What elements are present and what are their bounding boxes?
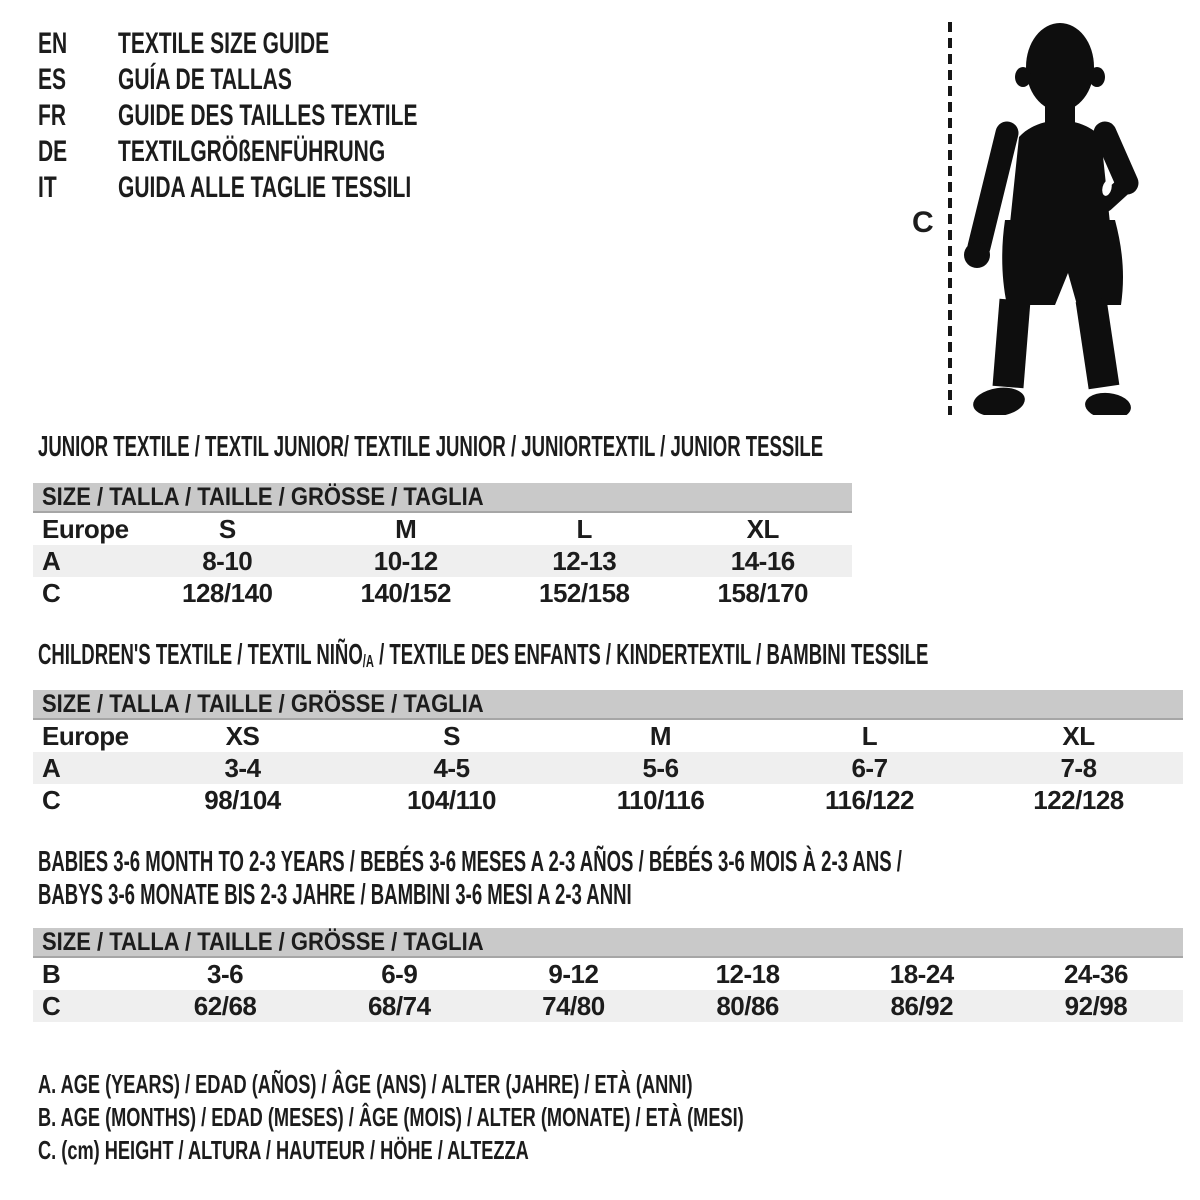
table-row-height — [33, 577, 852, 609]
table-cell: 6-9 — [381, 958, 418, 989]
children-section-title — [38, 640, 1200, 676]
table-cell: M — [395, 513, 417, 544]
table-cell: 4-5 — [433, 752, 470, 783]
table-row-age — [33, 545, 852, 577]
table-cell: 10-12 — [373, 545, 438, 576]
guide-title: GUIDE DES TAILLES TEXTILE — [118, 99, 418, 132]
table-row-height — [33, 784, 1183, 816]
legend-height-cm-text: C. (cm) HEIGHT / ALTURA / HAUTEUR / HÖHE / ALTEZZA — [38, 1135, 529, 1165]
table-cell: 140/152 — [360, 577, 451, 608]
children-section-title-text — [38, 640, 928, 676]
row-label: B — [42, 958, 61, 989]
junior-section-title-text: JUNIOR TEXTILE / TEXTIL JUNIOR/ TEXTILE JUNIOR / JUNIORTEXTIL / JUNIOR TESSILE — [38, 431, 824, 463]
babies-size-table — [33, 928, 1183, 1022]
babies-section-title-line2 — [38, 880, 966, 910]
language-row — [38, 170, 546, 206]
legend-age-years — [38, 1069, 973, 1099]
table-cell: 116/122 — [824, 784, 915, 815]
legend-height-cm — [38, 1135, 739, 1165]
table-cell: XS — [225, 720, 260, 751]
size-header-text: SIZE / TALLA / TAILLE / GRÖSSE / TAGLIA — [42, 689, 484, 718]
table-cell: 12-18 — [715, 958, 780, 989]
row-label: A — [42, 545, 61, 576]
table-cell: 62/68 — [193, 990, 257, 1021]
table-cell: 14-16 — [730, 545, 795, 576]
table-cell: 18-24 — [889, 958, 954, 989]
guide-title: TEXTILGRÖßENFÜHRUNG — [118, 135, 386, 168]
height-measure-dashed-line — [948, 22, 952, 415]
size-header-text: SIZE / TALLA / TAILLE / GRÖSSE / TAGLIA — [42, 927, 484, 956]
language-code: ES — [38, 63, 67, 96]
language-row — [38, 62, 546, 98]
language-code: EN — [38, 27, 68, 60]
legend-age-years-text: A. AGE (YEARS) / EDAD (AÑOS) / ÂGE (ANS) / ALTER (JAHRE) / ETÀ (ANNI) — [38, 1069, 693, 1099]
row-label: Europe — [42, 720, 129, 751]
table-cell: 5-6 — [642, 752, 679, 783]
table-cell: 98/104 — [204, 784, 281, 815]
table-cell: 3-6 — [207, 958, 244, 989]
table-cell: 12-13 — [552, 545, 617, 576]
row-label: Europe — [42, 513, 129, 544]
size-header-bar — [33, 928, 1183, 958]
table-row-age-months — [33, 958, 1183, 990]
language-code: IT — [38, 171, 57, 204]
table-cell: 8-10 — [202, 545, 253, 576]
legend-age-months — [38, 1102, 1046, 1132]
table-cell: 3-4 — [224, 752, 261, 783]
language-code: DE — [38, 135, 68, 168]
table-row-height — [33, 990, 1183, 1022]
row-label: C — [42, 577, 61, 608]
language-row — [38, 134, 546, 170]
size-header-bar — [33, 483, 852, 513]
table-cell: M — [649, 720, 672, 751]
table-cell: 158/170 — [717, 577, 808, 608]
children-title-subscript: /A — [362, 651, 374, 672]
table-cell: XL — [1062, 720, 1095, 751]
table-cell: 74/80 — [542, 990, 605, 1021]
table-cell: 92/98 — [1064, 990, 1128, 1021]
table-row-europe — [33, 720, 1183, 752]
table-cell: 9-12 — [548, 958, 599, 989]
table-row-age — [33, 752, 1183, 784]
size-header-text: SIZE / TALLA / TAILLE / GRÖSSE / TAGLIA — [42, 482, 484, 511]
table-cell: 122/128 — [1033, 784, 1124, 815]
table-cell: 110/116 — [616, 784, 705, 815]
language-code: FR — [38, 99, 66, 132]
legend-age-months-text: B. AGE (MONTHS) / EDAD (MESES) / ÂGE (MOIS) / ALTER (MONATE) / ETÀ (MESI) — [38, 1102, 744, 1132]
table-cell: 128/140 — [182, 577, 273, 608]
table-cell: 80/86 — [716, 990, 779, 1021]
table-cell: S — [443, 720, 460, 751]
table-cell: 6-7 — [851, 752, 888, 783]
table-cell: 104/110 — [406, 784, 497, 815]
table-cell: 7-8 — [1060, 752, 1097, 783]
height-measure-label: C — [912, 206, 934, 239]
children-title-main: CHILDREN'S TEXTILE / TEXTIL NIÑO — [38, 639, 363, 671]
language-title-list — [38, 26, 546, 206]
guide-title: TEXTILE SIZE GUIDE — [118, 27, 330, 60]
table-cell: S — [218, 513, 236, 544]
table-cell: L — [861, 720, 878, 751]
table-cell: 68/74 — [367, 990, 431, 1021]
babies-title-line1-text: BABIES 3-6 MONTH TO 2-3 YEARS / BEBÉS 3-6 MESES A 2-3 AÑOS / BÉBÉS 3-6 MOIS À 2-3 ANS / — [38, 846, 902, 878]
toddler-silhouette-icon — [955, 15, 1160, 415]
children-size-table — [33, 690, 1183, 816]
row-label: A — [42, 752, 61, 783]
junior-section-title — [38, 432, 1200, 462]
junior-size-table — [33, 483, 852, 609]
babies-title-line2-text: BABYS 3-6 MONATE BIS 2-3 JAHRE / BAMBINI 3-6 MESI A 2-3 ANNI — [38, 879, 632, 911]
language-row — [38, 98, 546, 134]
table-cell: 24-36 — [1063, 958, 1128, 989]
table-cell: XL — [746, 513, 779, 544]
row-label: C — [42, 784, 61, 815]
size-header-bar — [33, 690, 1183, 720]
children-title-rest: / TEXTILE DES ENFANTS / KINDERTEXTIL / BAMBINI TESSILE — [373, 639, 929, 671]
table-cell: 152/158 — [539, 577, 630, 608]
babies-section-title-line1 — [38, 847, 1200, 877]
table-row-europe — [33, 513, 852, 545]
table-cell: 86/92 — [890, 990, 954, 1021]
language-row — [38, 26, 546, 62]
guide-title: GUÍA DE TALLAS — [118, 63, 292, 96]
table-cell: L — [576, 513, 592, 544]
guide-title: GUIDA ALLE TAGLIE TESSILI — [118, 171, 412, 204]
row-label: C — [42, 990, 61, 1021]
